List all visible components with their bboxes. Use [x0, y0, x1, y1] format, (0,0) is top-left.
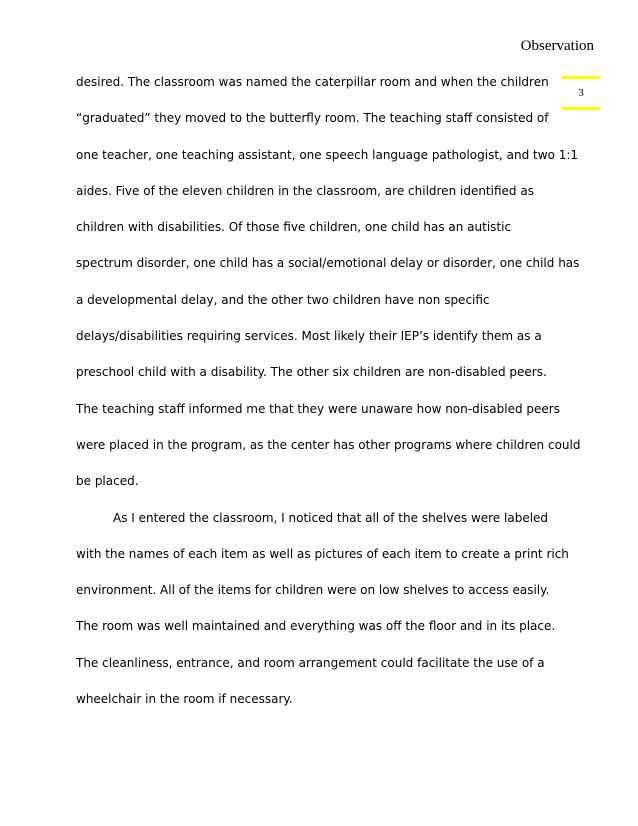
text-line: “graduated” they moved to the butterfly room. The teaching staff consisted of: [76, 111, 549, 126]
text-line: The teaching staff informed me that they were unaware how non-disabled peers: [76, 401, 560, 416]
text-line: with the names of each item as well as pictures of each item to create a print rich: [76, 546, 569, 561]
text-line: children with disabilities. Of those five children, one child has an autistic: [76, 220, 512, 235]
text-line: wheelchair in the room if necessary.: [76, 692, 293, 707]
text-line: aides. Five of the eleven children in the classroom, are children identified as: [76, 183, 534, 198]
text-line: environment. All of the items for children were on low shelves to access easily.: [76, 583, 550, 598]
running-header: Observation: [520, 38, 594, 54]
page-number: 3: [578, 87, 584, 99]
text-line: delays/disabilities requiring services. Most likely their IEP’s identify them as a: [76, 329, 542, 344]
text-line: The cleanliness, entrance, and room arrangement could facilitate the use of a: [76, 655, 545, 670]
text-line: be placed.: [76, 474, 139, 489]
paragraph: [76, 500, 568, 718]
text-line: desired. The classroom was named the caterpillar room and when the children: [76, 75, 549, 89]
text-line: preschool child with a disability. The other six children are non-disabled peers.: [76, 365, 547, 380]
text-line: one teacher, one teaching assistant, one speech language pathologist, and two 1:1: [76, 147, 579, 162]
text-line: The room was well maintained and everything was off the floor and in its place.: [76, 619, 556, 634]
body-text: [76, 64, 581, 717]
paragraph: [76, 64, 581, 500]
text-line: spectrum disorder, one child has a social/emotional delay or disorder, one child has: [76, 256, 580, 271]
text-line: were placed in the program, as the center has other programs where children could: [76, 437, 581, 452]
text-line: As I entered the classroom, I noticed that all of the shelves were labeled: [113, 510, 549, 525]
text-line: a developmental delay, and the other two children have non specific: [76, 292, 490, 307]
